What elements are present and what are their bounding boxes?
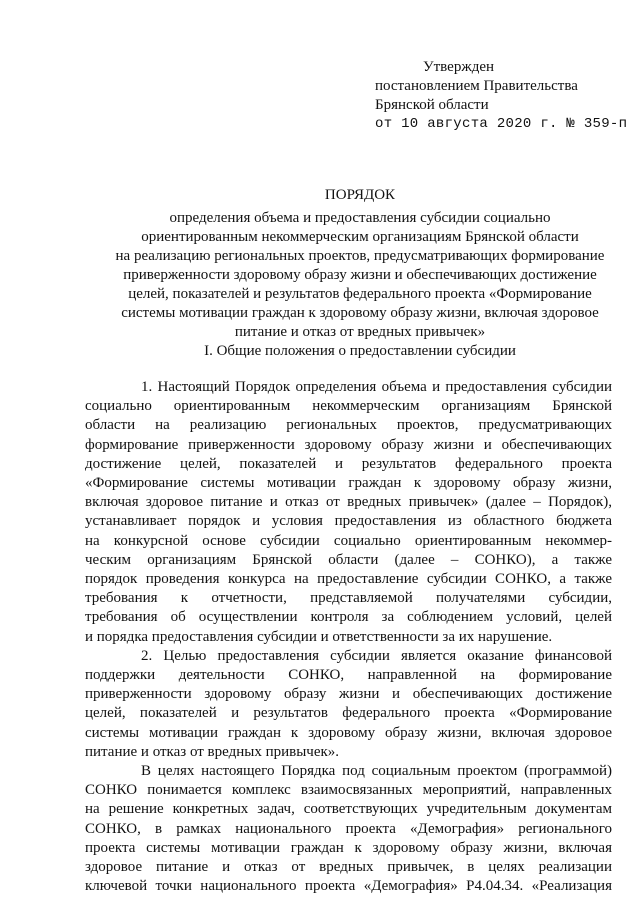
paragraph-line: на решение конкретных задач, соответствующих учредительным документам — [85, 801, 612, 818]
subtitle-line: определения объема и предоставления субсидии социально — [169, 210, 551, 226]
paragraph-line: системы мотивации граждан к здоровому образу жизни, включая здоровое — [85, 724, 612, 741]
subtitle-line: целей, показателей и результатов федерального проекта «Формирование — [128, 286, 592, 302]
paragraph-line: «Формирование системы мотивации граждан к здоровому образу жизни, — [85, 475, 612, 492]
paragraph-line: включая здоровое питание и отказ от вредных привычек» (далее – Порядок), — [85, 494, 612, 511]
paragraph-line: здоровое питание и отказ от вредных привычек, в целях реализации — [85, 859, 612, 876]
paragraph-2 — [85, 647, 612, 762]
document-body — [85, 378, 612, 896]
approval-by-resolution: постановлением Правительства — [375, 78, 578, 94]
paragraph-line: ческим организациям Брянской области (далее – СОНКО), а также — [85, 551, 612, 568]
paragraph-line: целей, показателей и результатов федерального проекта «Формирование — [85, 705, 612, 722]
section-heading: I. Общие положения о предоставлении субсидии — [204, 343, 516, 359]
paragraph-line: порядок проведения конкурса на предоставление субсидии СОНКО, а также — [85, 571, 612, 588]
paragraph-line: ключевой точки национального проекта «Демография» Р4.04.34. «Реализация — [85, 878, 612, 895]
paragraph-line: достижение целей, показателей и результатов федерального проекта — [85, 455, 612, 472]
paragraph-line: 1. Настоящий Порядок определения объема и предоставления субсидии — [141, 379, 612, 395]
paragraph-line: и порядка предоставления субсидии и ответственности за их нарушение. — [85, 628, 553, 645]
paragraph-line: питание и отказ от вредных привычек». — [85, 743, 340, 760]
document-subtitle — [80, 209, 640, 342]
paragraph-line: проекта системы мотивации граждан к здоровому образу жизни, включая — [85, 839, 612, 856]
approval-approved: Утвержден — [423, 59, 495, 75]
subtitle-line: питание и отказ от вредных привычек» — [234, 324, 486, 340]
paragraph-line: поддержки деятельности СОНКО, направленной на формирование — [85, 667, 612, 684]
approval-block — [375, 58, 627, 134]
paragraph-line: СОНКО понимается комплекс взаимосвязанных мероприятий, направленных — [85, 782, 612, 799]
subtitle-line: приверженности здоровому образу жизни и обеспечивающих достижение — [123, 267, 597, 283]
paragraph-line: формирование приверженности здоровому образу жизни и обеспечивающих — [85, 436, 612, 453]
approval-date-number: от 10 августа 2020 г. № 359-п — [375, 116, 628, 132]
paragraph-line: на конкурсной основе субсидии социально ориентированным некоммер- — [85, 532, 612, 549]
paragraph-line: 2. Целью предоставления субсидии является оказание финансовой — [141, 647, 612, 664]
paragraph-line: требования об осуществлении контроля за соблюдением условий, целей — [85, 609, 612, 626]
paragraph-line: приверженности здоровому образу жизни и обеспечивающих достижение — [85, 686, 612, 703]
document-title: ПОРЯДОК — [324, 187, 396, 203]
paragraph-line: требования к отчетности, представляемой получателями субсидии, — [85, 590, 612, 607]
subtitle-line: системы мотивации граждан к здоровому образу жизни, включая здоровое — [121, 305, 599, 321]
paragraph-3 — [85, 762, 612, 896]
paragraph-line: социально ориентированным некоммерческим организациям Брянской — [85, 398, 612, 415]
paragraph-line: СОНКО, в рамках национального проекта «Демография» регионального — [85, 820, 612, 837]
paragraph-1 — [85, 378, 612, 647]
approval-region: Брянской области — [375, 97, 489, 113]
paragraph-line: В целях настоящего Порядка под социальным проектом (программой) — [141, 763, 612, 780]
subtitle-line: ориентированным некоммерческим организациям Брянской области — [141, 229, 579, 245]
paragraph-line: устанавливает порядок и условия предоставления из областного бюджета — [85, 513, 612, 530]
subtitle-line: на реализацию региональных проектов, предусматривающих формирование — [115, 248, 605, 264]
paragraph-line: области на реализацию региональных проектов, предусматривающих — [85, 417, 612, 434]
